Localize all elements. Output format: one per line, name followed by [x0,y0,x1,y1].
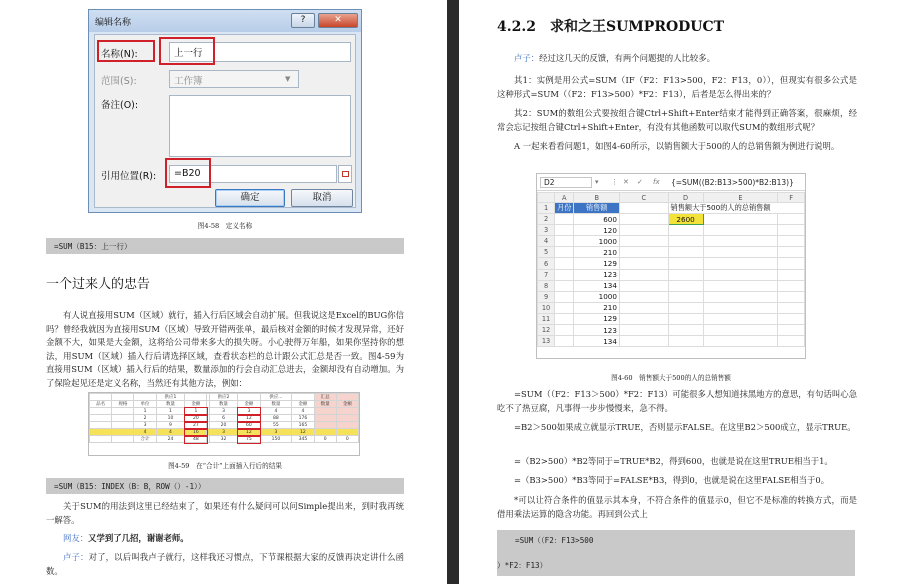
table-row [538,280,805,291]
table-cell: 数量 [314,401,336,408]
table-cell [703,247,778,258]
dialog-body [94,34,356,208]
table-cell: 2 [134,415,156,422]
ok-button[interactable]: 确定 [215,189,285,207]
code-block [497,530,855,576]
table-cell [134,394,156,401]
row-header: 12 [538,325,555,336]
table-row [538,269,805,280]
table-cell [703,236,778,247]
column-header: E [703,193,778,203]
table-cell: 销售额 [574,203,619,214]
paragraph: 其1：实例是用公式=SUM（IF（F2：F13>500，F2：F13，0）），但现实有很多公式是这种形式=SUM（（F2：F13>500）*F2：F13），后者是怎么得出来的？ [497,75,857,99]
table-cell [90,394,112,401]
table-cell [112,408,134,415]
corner-cell [538,193,555,203]
table-cell [703,280,778,291]
table-cell [619,280,668,291]
table-cell [314,429,336,436]
table-row [90,415,359,422]
table-cell: 210 [574,302,619,313]
table-cell [112,436,134,443]
paragraph: 关于SUM的用法到这里已经结束了，如果还有什么疑问可以问Simple提出来，到时我再统一解答。 [46,501,404,525]
paragraph: 其2：SUM的数组公式要按组合键Ctrl+Shift+Enter结束才能得到正确答案，很麻烦，经常会忘记按组合键Ctrl+Shift+Enter，有没有其他函数可以取代SUM的数组形式呢？ [497,108,857,132]
comment-field[interactable] [169,95,351,157]
table-cell: 165 [292,422,314,429]
excel-grid [537,192,805,347]
column-header: B [574,193,619,203]
table-row [538,291,805,302]
table-cell [619,313,668,324]
table-cell: 数量 [260,401,292,408]
table-cell [90,429,112,436]
table-cell [555,258,574,269]
name-box[interactable]: D2 [540,177,592,188]
row-header: 8 [538,280,555,291]
table-cell [619,302,668,313]
figure-4-59-table [88,392,360,456]
table-cell: 9 [156,422,185,429]
table-cell: 3 [209,408,238,415]
table-cell [555,269,574,280]
table-cell: 1 [134,408,156,415]
table-cell [238,394,260,401]
section-title: 一个过来人的忠告 [46,277,151,292]
row-header: 2 [538,214,555,225]
table-cell [619,258,668,269]
row-header: 1 [538,203,555,214]
mini-table [89,393,359,443]
function-icon[interactable]: fx [653,178,660,186]
excel-figure-4-60 [536,173,806,359]
table-cell [668,269,703,280]
table-row [90,401,359,408]
table-cell: 3 [238,408,260,415]
paragraph: *可以让符合条件的值显示其本身，不符合条件的值显示0，但它不是标准的转换方式，而是借用乘法运算的隐含功能。再回到公式上 [497,495,857,519]
table-cell: 129 [574,313,619,324]
row-header: 6 [538,258,555,269]
table-cell: 1 [185,408,207,415]
table-row [538,313,805,324]
row-header: 3 [538,225,555,236]
table-cell [703,258,778,269]
row-header: 10 [538,302,555,313]
table-cell [90,415,112,422]
dialogue-text: 经过这几天的反馈，有两个问题提的人比较多。 [539,53,715,63]
table-cell [90,408,112,415]
table-cell: 0 [314,436,336,443]
table-cell: 32 [209,436,238,443]
table-cell: 数量 [156,401,185,408]
table-cell: 12 [292,429,314,436]
formula-bar [537,174,805,191]
table-cell [619,203,668,214]
table-cell [555,336,574,347]
formula-text[interactable]: {=SUM((B2:B13>500)*B2:B13)} [671,178,794,187]
table-cell: 123 [574,269,619,280]
table-cell [668,225,703,236]
row-header: 13 [538,336,555,347]
table-cell [778,269,805,280]
paragraph: =（B3>500）*B3等同于=FALSE*B3，得到0，也就是说在这里FALSE相当于0。 [514,475,830,485]
name-field[interactable]: 上一行 [169,42,351,62]
table-row [538,214,805,225]
table-cell [292,394,314,401]
table-cell [112,394,134,401]
table-cell [703,225,778,236]
table-cell: 10 [156,415,185,422]
table-cell: 金额 [336,401,358,408]
table-cell [668,325,703,336]
table-row [538,325,805,336]
table-cell: 6 [209,415,238,422]
table-cell [703,336,778,347]
table-cell [668,280,703,291]
table-cell: 3 [260,429,292,436]
table-cell [778,325,805,336]
table-row [538,236,805,247]
section-heading: 4.2.2 求和之王SUMPRODUCT [497,19,725,35]
table-cell: 0 [336,436,358,443]
table-cell [555,302,574,313]
dialogue-text: 又学到了几招，谢谢老师。 [88,533,189,543]
table-cell: 月份 [555,203,574,214]
table-cell: 销售额大于500的人的总销售额 [668,203,804,214]
table-cell: 规格 [112,401,134,408]
table-cell [619,247,668,258]
table-cell [619,336,668,347]
paragraph: A 一起来看看问题1，如图4-60所示，以销售额大于500的人的总销售额为例进行说明。 [514,141,840,151]
table-cell: 345 [292,436,314,443]
table-row [90,429,359,436]
table-row [90,408,359,415]
table-cell: 20 [209,422,238,429]
table-cell: 176 [292,415,314,422]
code-line: =SUM（（F2：F13>500 [515,536,594,545]
table-cell [778,291,805,302]
table-cell [555,225,574,236]
speaker-label: 网友： [63,533,89,543]
table-cell [778,247,805,258]
table-cell [668,258,703,269]
table-cell: 4 [156,429,185,436]
table-cell [555,236,574,247]
column-header: C [619,193,668,203]
comment-label: 备注(O): [101,100,139,111]
table-cell [703,325,778,336]
table-cell: 金额 [238,401,260,408]
table-cell [778,214,805,225]
table-cell: 123 [574,325,619,336]
chevron-down-icon: ▼ [285,75,291,83]
table-cell: 129 [574,258,619,269]
table-cell: 88 [260,415,292,422]
paragraph: =SUM（（F2：F13＞500）*F2：F13）可能很多人想知道抹黑地方的意思，有句话叫心急吃不了热豆腐，凡事得一步步慢慢来，急不得。 [497,389,857,413]
table-cell [555,325,574,336]
table-cell [90,436,112,443]
table-cell [668,247,703,258]
scope-label: 范围(S): [101,76,137,87]
table-cell [668,313,703,324]
table-cell [668,336,703,347]
table-cell: 27 [185,422,207,429]
table-cell [619,225,668,236]
table-cell: 150 [260,436,292,443]
table-cell [703,302,778,313]
table-cell: 134 [574,336,619,347]
speaker-label: 卢子： [63,552,89,562]
table-cell: 4 [292,408,314,415]
table-cell: 3 [134,422,156,429]
table-cell: 品名 [90,401,112,408]
cancel-button[interactable]: 取消 [291,189,353,207]
table-cell [778,302,805,313]
table-cell [619,269,668,280]
dialogue-line [497,52,857,66]
table-cell: 4 [260,408,292,415]
table-row [538,258,805,269]
table-cell [336,422,358,429]
table-cell [619,291,668,302]
table-row [538,302,805,313]
table-cell [619,236,668,247]
table-cell [555,280,574,291]
table-row [538,336,805,347]
table-cell: 48 [185,436,207,443]
table-cell [112,429,134,436]
table-cell: 1000 [574,236,619,247]
dialog-title: 编辑名称 [95,18,132,28]
table-cell: 供应2 [209,394,238,401]
table-row [538,203,805,214]
column-header: F [778,193,805,203]
table-cell: 134 [574,280,619,291]
table-cell: 75 [238,436,260,443]
code-block: =SUM（B15：上一行） [46,238,404,254]
highlight-box [165,158,211,188]
table-cell [778,280,805,291]
table-cell [668,302,703,313]
column-header-row [538,193,805,203]
table-cell [619,214,668,225]
table-cell: 数量 [209,401,238,408]
table-row [90,436,359,443]
row-header: 7 [538,269,555,280]
code-line: ）*F2：F13） [497,561,548,570]
row-header: 11 [538,313,555,324]
table-cell [314,415,336,422]
table-cell [336,408,358,415]
table-cell [703,291,778,302]
table-cell: 单位 [134,401,156,408]
table-cell [668,236,703,247]
table-cell: 60 [238,422,260,429]
row-header: 4 [538,236,555,247]
collapse-icon[interactable] [338,165,352,183]
chevron-down-icon[interactable]: ▾ [595,178,599,186]
column-header: A [555,193,574,203]
ref-field[interactable]: =B20 [169,165,337,183]
table-cell: 210 [574,247,619,258]
table-cell [703,214,778,225]
table-cell [336,415,358,422]
row-header: 9 [538,291,555,302]
paragraph: 有人说直接用SUM（区域）就行，插入行后区域会自动扩展。但我说这是Excel的BUG你信吗？曾经我就因为直接用SUM（区域）导致开错两张单，最后核对金额的时候才发现异常，还好金额不大，如果是大金额，这将给公司带来多大的损失呀。小心驶得万年船，如果你坚持你的想法，用SUM（区域）插入行后请选择区域，查看状态栏的总计跟公式汇总是否一致。图4-59为直接用SUM（区域）插入行后的结果，数量添加的行会自动汇总进去，金额却没有自动增加。为了保险起见还是定义名称，当然还有其他方法，例如： [46,310,404,388]
paragraph: =（B2>500）*B2等同于=TRUE*B2，得到600，也就是说在这里TRUE相当于1。 [514,456,833,466]
table-cell [185,394,207,401]
table-cell: 600 [574,214,619,225]
table-cell: 供应... [260,394,292,401]
table-cell [555,214,574,225]
table-row [90,422,359,429]
table-cell: 16 [185,429,207,436]
table-cell: 金额 [292,401,314,408]
table-cell [336,394,358,401]
table-cell: 12 [238,429,260,436]
cancel-icon[interactable]: ✕ [623,178,629,186]
highlight-box [159,37,215,65]
table-cell [555,247,574,258]
figure-caption: 图4-60 销售额大于500的人的总销售额 [611,374,731,382]
close-button[interactable]: ✕ [318,13,358,28]
result-cell[interactable]: 2600 [668,214,703,225]
table-cell: 供应1 [156,394,185,401]
enter-icon[interactable]: ✓ [637,178,643,186]
highlight-box [97,40,155,62]
row-header: 5 [538,247,555,258]
table-cell: 55 [260,422,292,429]
table-cell [112,422,134,429]
figure-caption: 图4-59 在“合计”上面插入行后的结果 [168,462,282,470]
table-row [538,225,805,236]
table-cell: 汇总 [314,394,336,401]
help-button[interactable]: ? [291,13,315,28]
scope-select[interactable]: 工作簿 [169,70,299,88]
name-label: 名称(N): [101,49,138,60]
table-cell [336,429,358,436]
table-cell [619,325,668,336]
table-cell [703,313,778,324]
dialogue-line [63,532,403,546]
table-cell: 金额 [185,401,207,408]
dialogue-text: 对了，以后叫我卢子就行，这样我还习惯点，下节课根据大家的反馈再决定讲什么函数。 [46,552,405,576]
table-cell [778,225,805,236]
table-cell [778,336,805,347]
table-cell [555,313,574,324]
dialog-titlebar [89,10,361,32]
table-cell: 4 [134,429,156,436]
table-cell [555,291,574,302]
table-cell [778,236,805,247]
table-row [538,247,805,258]
table-cell [112,415,134,422]
table-row [90,394,359,401]
table-cell [314,408,336,415]
figure-caption: 图4-58 定义名称 [197,222,253,230]
table-cell: 24 [156,436,185,443]
table-cell: 1 [156,408,185,415]
code-block: =SUM（B15：INDEX（B：B，ROW（）-1）） [46,478,404,494]
column-header: D [668,193,703,203]
table-cell [703,269,778,280]
table-cell: 合计 [134,436,156,443]
table-cell: 12 [238,415,260,422]
table-cell [668,291,703,302]
table-cell [778,313,805,324]
table-cell: 120 [574,225,619,236]
table-cell [314,422,336,429]
more-icon: ⋮ [611,178,618,186]
left-page [0,0,447,584]
table-cell [778,258,805,269]
dialogue-line [46,551,404,578]
edit-name-dialog [88,9,362,213]
table-cell: 3 [209,429,238,436]
paragraph: =B2＞500如果成立就显示TRUE，否则显示FALSE。在这里B2＞500成立，显示TRUE。 [514,422,856,432]
ref-label: 引用位置(R): [101,171,157,182]
speaker-label: 卢子： [514,53,540,63]
table-cell: 1000 [574,291,619,302]
table-cell: 20 [185,415,207,422]
table-cell [90,422,112,429]
page-gutter [447,0,459,584]
